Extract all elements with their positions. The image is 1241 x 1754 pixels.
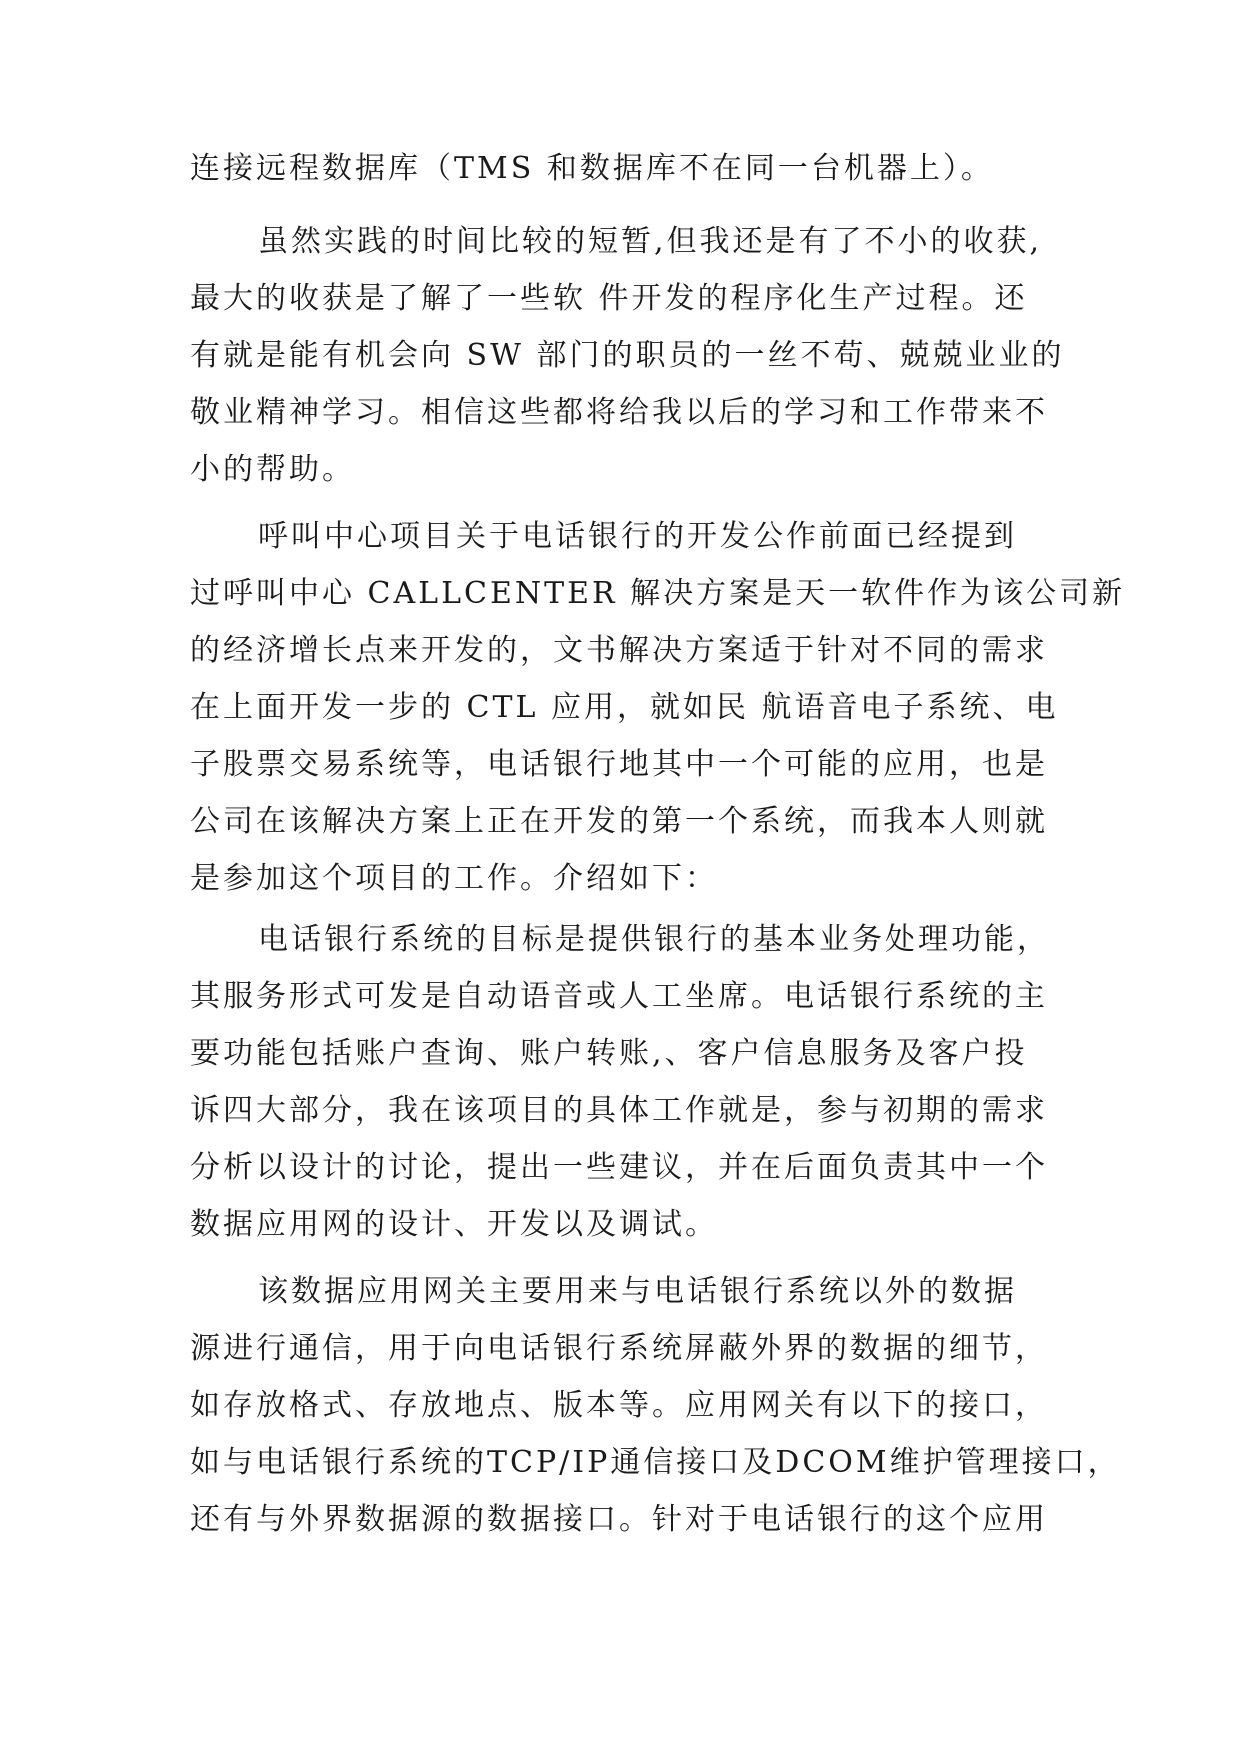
text-line: 最大的收获是了解了一些软 件开发的程序化生产过程。还: [190, 281, 1028, 316]
text-line: 源进行通信，用于向电话银行系统屏蔽外界的数据的细节，: [190, 1331, 1048, 1366]
text-line: 的经济增长点来开发的，文书解决方案适于针对不同的需求: [190, 633, 1048, 668]
text-line: 诉四大部分，我在该项目的具体工作就是，参与初期的需求: [190, 1093, 1048, 1128]
text-line: 还有与外界数据源的数据接口。针对于电话银行的这个应用: [190, 1502, 1048, 1537]
text-line: 公司在该解决方案上正在开发的第一个系统，而我本人则就: [190, 804, 1048, 839]
text-line: 如存放格式、存放地点、版本等。应用网关有以下的接口，: [190, 1388, 1048, 1423]
text-line: 电话银行系统的目标是提供银行的基本业务处理功能，: [258, 922, 1050, 957]
text-line: 其服务形式可发是自动语音或人工坐席。电话银行系统的主: [190, 979, 1048, 1014]
text-line: 虽然实践的时间比较的短暂,但我还是有了不小的收获,: [258, 224, 1043, 259]
text-line: 该数据应用网关主要用来与电话银行系统以外的数据: [258, 1274, 1017, 1309]
text-line: 数据应用网的设计、开发以及调试。: [190, 1207, 718, 1242]
text-line: 子股票交易系统等，电话银行地其中一个可能的应用，也是: [190, 747, 1048, 782]
text-line: 呼叫中心项目关于电话银行的开发公作前面已经提到: [258, 519, 1017, 554]
text-line: 小的帮助。: [190, 452, 355, 487]
text-line: 过呼叫中心 CALLCENTER 解决方案是天一软件作为该公司新: [190, 576, 1126, 611]
text-line: 有就是能有机会向 SW 部门的职员的一丝不苟、兢兢业业的: [190, 338, 1065, 373]
text-line: 是参加这个项目的工作。介绍如下：: [190, 861, 718, 896]
text-line: 在上面开发一步的 CTL 应用，就如民 航语音电子系统、电: [190, 690, 1059, 725]
text-line: 敬业精神学习。相信这些都将给我以后的学习和工作带来不: [190, 395, 1048, 430]
text-line: 连接远程数据库（TMS 和数据库不在同一台机器上）。: [190, 151, 994, 186]
text-line: 如与电话银行系统的TCP/IP通信接口及DCOM维护管理接口，: [190, 1445, 1121, 1480]
text-line: 分析以设计的讨论，提出一些建议，并在后面负责其中一个: [190, 1150, 1048, 1185]
text-line: 要功能包括账户查询、账户转账,、客户信息服务及客户投: [190, 1036, 1028, 1071]
